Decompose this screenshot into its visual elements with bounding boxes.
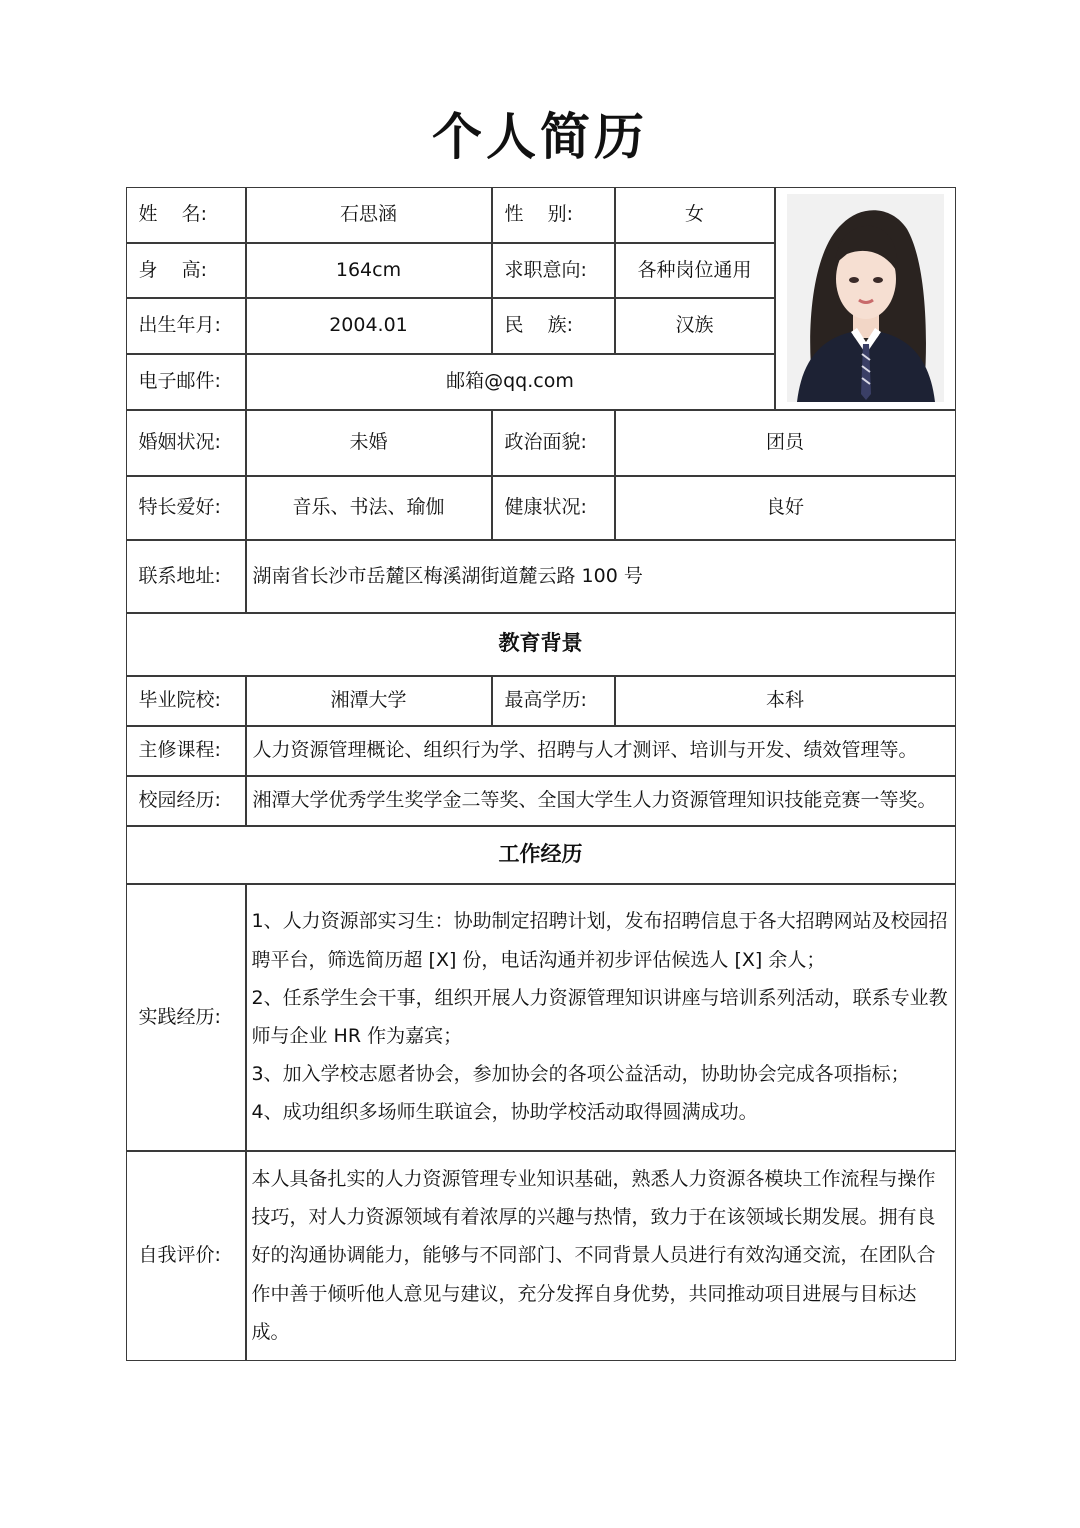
hobby-label: 特长爱好: (126, 476, 246, 540)
intent-label: 求职意向: (492, 243, 615, 298)
self-eval-label: 自我评价: (126, 1151, 246, 1361)
practice-label: 实践经历: (126, 884, 246, 1151)
courses-label: 主修课程: (126, 726, 246, 776)
school-label: 毕业院校: (126, 676, 246, 726)
page-title: 个人简历 (432, 108, 648, 166)
ethnicity-value: 汉族 (615, 298, 775, 354)
self-eval-text: 本人具备扎实的人力资源管理专业知识基础，熟悉人力资源各模块工作流程与操作技巧，对人力资源领域有着浓厚的兴趣与热情，致力于在该领域长期发展。拥有良好的沟通协调能力，能够与不同部门、不同背景人员进行有效沟通交流，在团队合作中善于倾听他人意见与建议，充分发挥自身优势，共同推动项目进展与目标达成。 (251, 1167, 936, 1343)
degree-value: 本科 (615, 676, 956, 726)
address-value: 湖南省长沙市岳麓区梅溪湖街道麓云路 100 号 (246, 540, 956, 613)
birth-value: 2004.01 (246, 298, 492, 354)
health-label: 健康状况: (492, 476, 615, 540)
health-value: 良好 (615, 476, 956, 540)
work-heading: 工作经历 (126, 826, 956, 884)
resume-table (126, 187, 956, 1361)
practice-item: 4、成功组织多场师生联谊会，协助学校活动取得圆满成功。 (251, 1101, 758, 1124)
name-value: 石思涵 (246, 187, 492, 243)
address-label: 联系地址: (126, 540, 246, 613)
practice-item: 2、任系学生会干事，组织开展人力资源管理知识讲座与培训系列活动，联系专业教师与企业 HR 作为嘉宾； (251, 986, 948, 1047)
gender-value: 女 (615, 187, 775, 243)
portrait-photo-icon (787, 194, 944, 402)
email-value: 邮箱@qq.com (246, 354, 775, 410)
height-value: 164cm (246, 243, 492, 298)
gender-label: 性 别: (492, 187, 615, 243)
ethnicity-label: 民 族: (492, 298, 615, 354)
email-label: 电子邮件: (126, 354, 246, 410)
education-heading: 教育背景 (126, 613, 956, 676)
political-label: 政治面貌: (492, 410, 615, 476)
name-label: 姓 名: (126, 187, 246, 243)
photo-cell (775, 187, 956, 410)
practice-item: 3、加入学校志愿者协会，参加协会的各项公益活动，协助协会完成各项指标； (251, 1063, 910, 1086)
hobby-value: 音乐、书法、瑜伽 (246, 476, 492, 540)
school-value: 湘潭大学 (246, 676, 492, 726)
courses-value: 人力资源管理概论、组织行为学、招聘与人才测评、培训与开发、绩效管理等。 (246, 726, 956, 776)
self-eval-value (246, 1151, 956, 1361)
intent-value: 各种岗位通用 (615, 243, 775, 298)
political-value: 团员 (615, 410, 956, 476)
practice-value (246, 884, 956, 1151)
practice-item: 1、人力资源部实习生：协助制定招聘计划，发布招聘信息于各大招聘网站及校园招聘平台，筛选简历超 [X] 份，电话沟通并初步评估候选人 [X] 余人； (251, 910, 948, 971)
marital-label: 婚姻状况: (126, 410, 246, 476)
campus-value: 湘潭大学优秀学生奖学金二等奖、全国大学生人力资源管理知识技能竞赛一等奖。 (246, 776, 956, 826)
height-label: 身 高: (126, 243, 246, 298)
campus-label: 校园经历: (126, 776, 246, 826)
marital-value: 未婚 (246, 410, 492, 476)
birth-label: 出生年月: (126, 298, 246, 354)
degree-label: 最高学历: (492, 676, 615, 726)
